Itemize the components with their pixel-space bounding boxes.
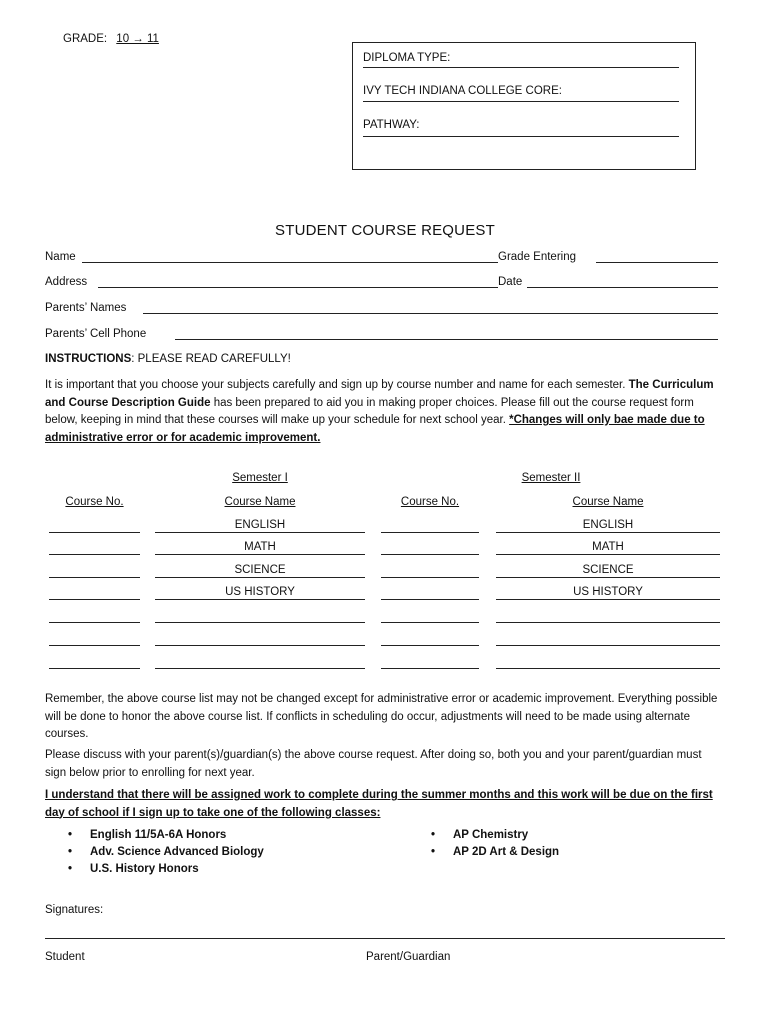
sem2-course-no-cell[interactable] [381,631,479,646]
ivy-tech-label: IVY TECH INDIANA COLLEGE CORE: [363,85,562,97]
parents-names-label: Parents’ Names [45,302,127,314]
instructions-text: : PLEASE READ CAREFULLY! [131,353,291,365]
sem2-course-name-header: Course Name [572,496,644,508]
sem1-course-name-header: Course Name [224,496,296,508]
sem1-course-name-cell[interactable]: MATH [155,540,365,555]
sem1-course-no-header: Course No. [65,496,124,508]
instructions-text-a: It is important that you choose your subjects carefully and sign up by course number and name for each semester. [45,379,629,391]
grade-value: 10 → 11 [116,33,159,45]
instructions-text-b: has been prepared to aid you in making proper choices. Please fill out the course request form below, keeping in mind that these courses will make up your schedule for next school year. [45,396,694,426]
name-label: Name [45,251,76,263]
address-row [45,276,718,292]
sem2-course-no-header: Course No. [400,496,460,508]
sem2-course-name-cell[interactable]: SCIENCE [496,563,720,578]
sem1-course-name-cell[interactable] [155,608,365,623]
signatures-label: Signatures: [45,904,104,916]
sem2-course-no-cell[interactable] [381,540,479,555]
address-label: Address [45,276,88,288]
instructions-heading [45,353,291,365]
sem2-course-name-cell[interactable]: US HISTORY [496,585,720,600]
grade-entering-label: Grade Entering [498,251,576,263]
class-item-left: • U.S. History Honors [90,863,199,875]
class-item-left: • English 11/5A-6A Honors [90,829,226,841]
parent-signature-label: Parent/Guardian [366,951,451,963]
sem2-course-name-cell[interactable] [496,654,720,669]
semester-1-title: Semester I [232,472,288,484]
sem1-course-no-cell[interactable] [49,563,140,578]
sem1-course-no-cell[interactable] [49,654,140,669]
summer-work-paragraph [45,787,720,822]
sem2-course-no-cell[interactable] [381,608,479,623]
sem1-course-no-cell[interactable] [49,608,140,623]
grade-entering-field[interactable] [596,251,718,263]
sem2-course-name-cell[interactable]: ENGLISH [496,518,720,533]
sem1-course-no-cell[interactable] [49,540,140,555]
sem1-course-name-cell[interactable]: ENGLISH [155,518,365,533]
date-field[interactable] [527,276,718,288]
pathway-field[interactable] [363,136,679,137]
instructions-label: INSTRUCTIONS [45,353,132,365]
class-item-left: • Adv. Science Advanced Biology [90,846,264,858]
ivy-tech-field[interactable] [363,101,679,102]
signature-line[interactable] [45,938,725,939]
parents-names-row [45,302,718,318]
class-item-right: • AP 2D Art & Design [453,846,559,858]
sem2-course-no-cell[interactable] [381,654,479,669]
class-item-right: • AP Chemistry [453,829,528,841]
diploma-type-field[interactable] [363,67,679,68]
sem1-course-name-cell[interactable] [155,631,365,646]
guide-title: The Curriculum and Course Description Guide [45,379,714,409]
grade-label: GRADE: [63,33,108,45]
date-label: Date [498,276,523,288]
name-field[interactable] [82,251,498,263]
discuss-paragraph: Please discuss with your parent(s)/guardian(s) the above course request. After doing so, both you and your parent/guardian must sign below prior to enrolling for next year. [45,749,702,779]
pathway-label: PATHWAY: [363,119,420,131]
sem1-course-name-cell[interactable]: US HISTORY [155,585,365,600]
diploma-type-label: DIPLOMA TYPE: [363,52,451,64]
sem1-course-no-cell[interactable] [49,631,140,646]
sem1-course-no-cell[interactable] [49,585,140,600]
page-title: STUDENT COURSE REQUEST [275,222,495,239]
sem1-course-name-cell[interactable] [155,654,365,669]
parents-names-field[interactable] [143,302,718,314]
reminder-paragraph: Remember, the above course list may not be changed except for administrative error or academic improvement. Everything possible will be done to honor the above course list. If conflicts in scheduling do occur, adjustments will need to be made using alternate courses. [45,693,718,740]
parents-cell-row [45,328,718,344]
sem2-course-name-cell[interactable]: MATH [496,540,720,555]
sem2-course-name-cell[interactable] [496,608,720,623]
sem2-course-no-cell[interactable] [381,518,479,533]
grade-line [63,33,159,45]
changes-notice: *Changes will only bae made due to administrative error or for academic improvement. [45,414,705,444]
address-field[interactable] [98,276,498,288]
diploma-box [352,42,696,170]
sem1-course-no-cell[interactable] [49,518,140,533]
sem2-course-name-cell[interactable] [496,631,720,646]
parents-cell-label: Parents’ Cell Phone [45,328,147,340]
sem1-course-name-cell[interactable]: SCIENCE [155,563,365,578]
instructions-paragraph [45,377,720,447]
semester-2-title: Semester II [521,472,581,484]
name-row [45,251,718,267]
sem2-course-no-cell[interactable] [381,585,479,600]
student-signature-label: Student [45,951,85,963]
summer-work-text: I understand that there will be assigned work to complete during the summer months and this work will be due on the first day of school if I sign up to take one of the following classes: [45,789,713,819]
parents-cell-field[interactable] [175,328,718,340]
sem2-course-no-cell[interactable] [381,563,479,578]
